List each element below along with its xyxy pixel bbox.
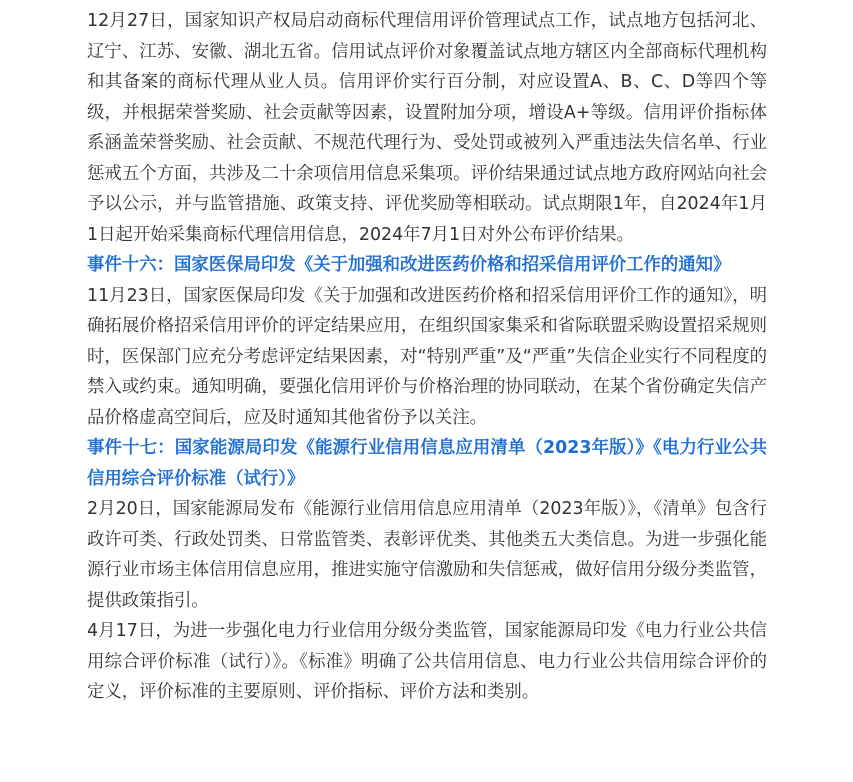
heading-event-16: 事件十六：国家医保局印发《关于加强和改进医药价格和招采信用评价工作的通知》 xyxy=(87,255,731,275)
paragraph-power-credit-standard: 4月17日，为进一步强化电力行业信用分级分类监管，国家能源局印发《电力行业公共信用综合评价标准（试行）》。《标准》明确了公共信用信息、电力行业公共信用综合评价的定义，评价标准的主要原则、评价指标、评价方法和类别。 xyxy=(87,621,767,702)
paragraph-medical-insurance-notice: 11月23日，国家医保局印发《关于加强和改进医药价格和招采信用评价工作的通知》，明确拓展价格招采信用评价的评定结果应用，在组织国家集采和省际联盟采购设置招采规则时，医保部门应充分考虑评定结果因素，对“特别严重”及“严重”失信企业实行不同程度的禁入或约束。通知明确，要强化信用评价与价格治理的协同联动，在某个省份确定失信产品价格虚高空间后，应及时通知其他省份予以关注。 xyxy=(87,285,767,428)
paragraph-trademark-agency-credit: 12月27日，国家知识产权局启动商标代理信用评价管理试点工作，试点地方包括河北、辽宁、江苏、安徽、湖北五省。信用试点评价对象覆盖试点地方辖区内全部商标代理机构和其备案的商标代理从业人员。信用评价实行百分制，对应设置A、B、C、D等四个等级，并根据荣誉奖励、社会贡献等因素，设置附加分项，增设A+等级。信用评价指标体系涵盖荣誉奖励、社会贡献、不规范代理行为、受处罚或被列入严重违法失信名单、行业惩戒五个方面，共涉及二十余项信用信息采集项。评价结果通过试点地方政府网站向社会予以公示，并与监管措施、政策支持、评优奖励等相联动。试点期限1年，自2024年1月1日起开始采集商标代理信用信息，2024年7月1日对外公布评价结果。 xyxy=(87,11,767,245)
heading-event-17: 事件十七：国家能源局印发《能源行业信用信息应用清单（2023年版）》《电力行业公共信用综合评价标准（试行）》 xyxy=(87,438,767,489)
paragraph-energy-credit-list: 2月20日，国家能源局发布《能源行业信用信息应用清单（2023年版）》，《清单》包含行政许可类、行政处罚类、日常监管类、表彰评优类、其他类五大类信息。为进一步强化能源行业市场主体信用信息应用，推进实施守信激励和失信惩戒，做好信用分级分类监管，提供政策指引。 xyxy=(87,499,767,611)
article-body xyxy=(87,6,767,708)
